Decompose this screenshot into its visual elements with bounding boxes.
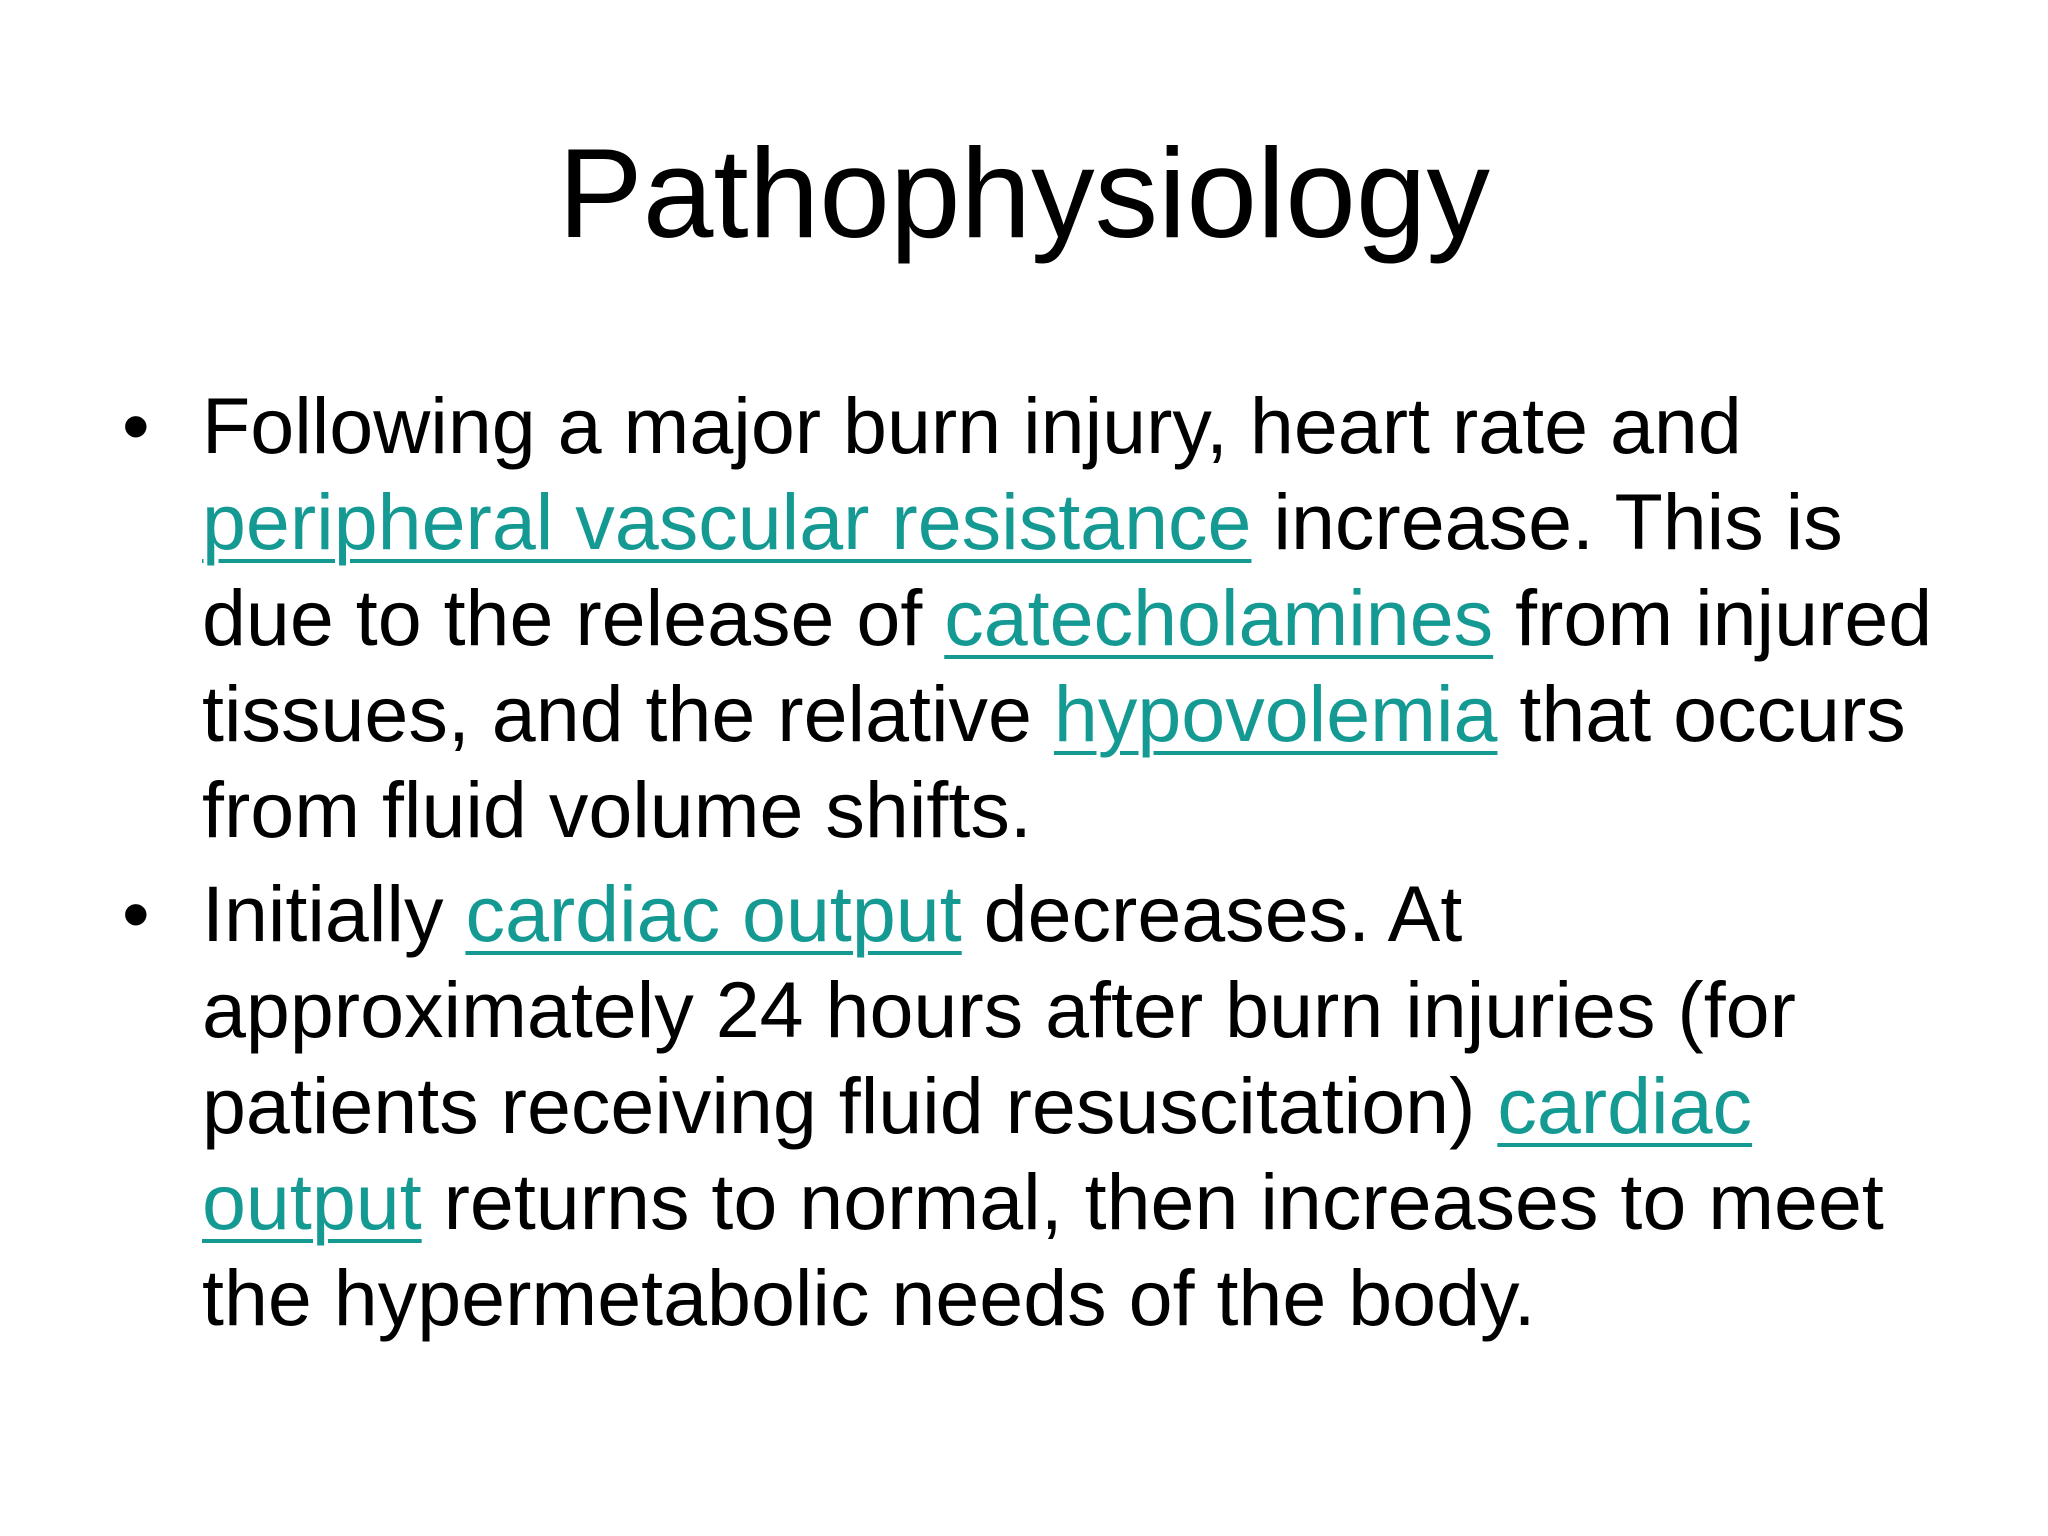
- link-cardiac-output-2[interactable]: cardiac output: [202, 1061, 1753, 1246]
- text-segment: returns to normal, then increases to meet the hypermetabolic needs of the body.: [202, 1157, 1884, 1342]
- bullet-marker: •: [122, 869, 150, 958]
- slide-title: Pathophysiology: [558, 122, 1490, 264]
- bullet-marker: •: [122, 381, 150, 470]
- bullet-item: [0, 378, 1962, 858]
- text-segment: decreases. At approximately 24 hours after burn injuries (for patients receiving fluid resuscitation): [202, 869, 1796, 1150]
- link-cardiac-output[interactable]: cardiac output: [465, 869, 962, 958]
- link-hypovolemia[interactable]: hypovolemia: [1053, 669, 1498, 758]
- bullet-list: [0, 378, 2048, 1354]
- link-catecholamines[interactable]: catecholamines: [944, 573, 1494, 662]
- text-segment: increase. This is due to the release of: [202, 477, 1843, 662]
- link-peripheral-vascular-resistance[interactable]: peripheral vascular resistance: [202, 477, 1252, 566]
- text-segment: Following a major burn injury, heart rate and: [202, 381, 1742, 470]
- bullet-item: [0, 866, 1962, 1346]
- text-segment: Initially: [202, 869, 466, 958]
- text-segment: from injured tissues, and the relative: [202, 573, 1933, 758]
- text-segment: that occurs from fluid volume shifts.: [202, 669, 1906, 854]
